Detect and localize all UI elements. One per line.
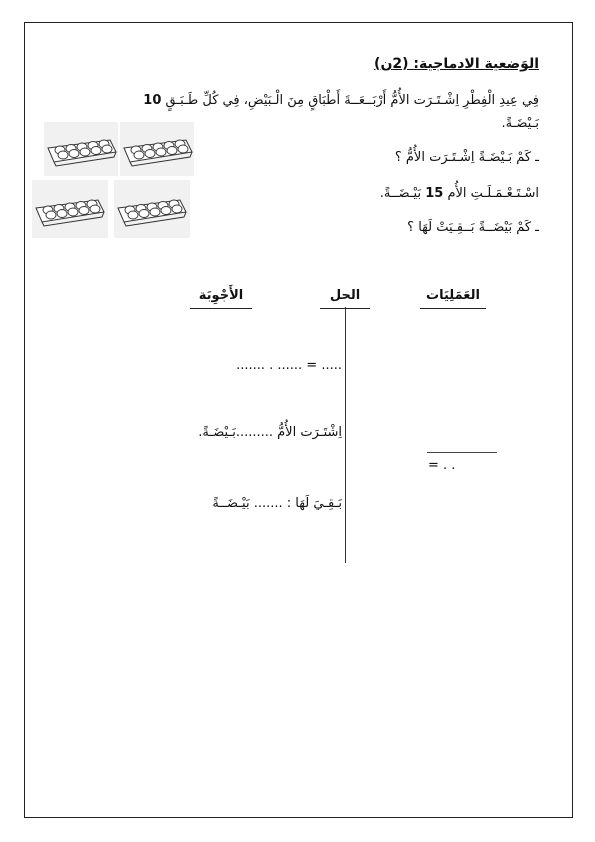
egg-tray-icon: [32, 180, 108, 238]
question-1: ـ كَمْ بَـيْضَـةً اِشْـتَـرَت الأُمُّ ؟: [394, 150, 539, 165]
header-underline-operations: [420, 308, 486, 309]
problem-line-2: بَـيْضَـةً.: [501, 116, 539, 131]
statement-suffix: بَيْـضَــةً.: [379, 186, 422, 201]
question-2: ـ كَمْ بَيْضَــةً بَــقِـيَتْ لَهَا ؟: [407, 220, 539, 235]
column-header-solution: الحل: [329, 288, 361, 303]
column-divider: [345, 307, 346, 563]
answer-row-1-text: ....... . ...... = .....: [236, 358, 342, 373]
column-header-operations: العَمَلِيَات: [426, 288, 480, 303]
statement-used-eggs: [380, 186, 539, 201]
answer-row-3: بَـقِـيَ لَهَا : ....... بَيْـضَــةً: [212, 496, 342, 511]
tray-egg-count: 10: [143, 93, 162, 108]
problem-line-1-text: فِي عِيدِ الْفِطْرِ اِشْـتَـرَت الأُمُّ أَرْبَــعَــةَ أَطْبَاقٍ مِنَ الْـبَيْضِ، فِي كُلِّ طَـبَـقٍ: [165, 93, 539, 108]
operation-equation: = . .: [428, 458, 456, 473]
header-underline-answers: [190, 308, 252, 309]
problem-title: الوَضعية الادماجية: (2ن): [374, 56, 539, 72]
statement-prefix: اسْـتَـعْـمَـلَـتِ الأُم: [447, 186, 539, 201]
operation-line: [427, 452, 497, 453]
column-header-answers: الأَجْوِبَة: [198, 288, 244, 303]
egg-tray-icon: [120, 122, 194, 176]
used-egg-count: 15: [425, 186, 444, 201]
egg-tray-icon: [44, 122, 118, 176]
answer-row-2: اِشْتَـرَت الأُمُّ .........بَـيْضَـةً.: [198, 425, 342, 440]
egg-tray-icon: [114, 180, 190, 238]
answer-row-1: [236, 358, 342, 373]
problem-line-1: [143, 93, 539, 108]
